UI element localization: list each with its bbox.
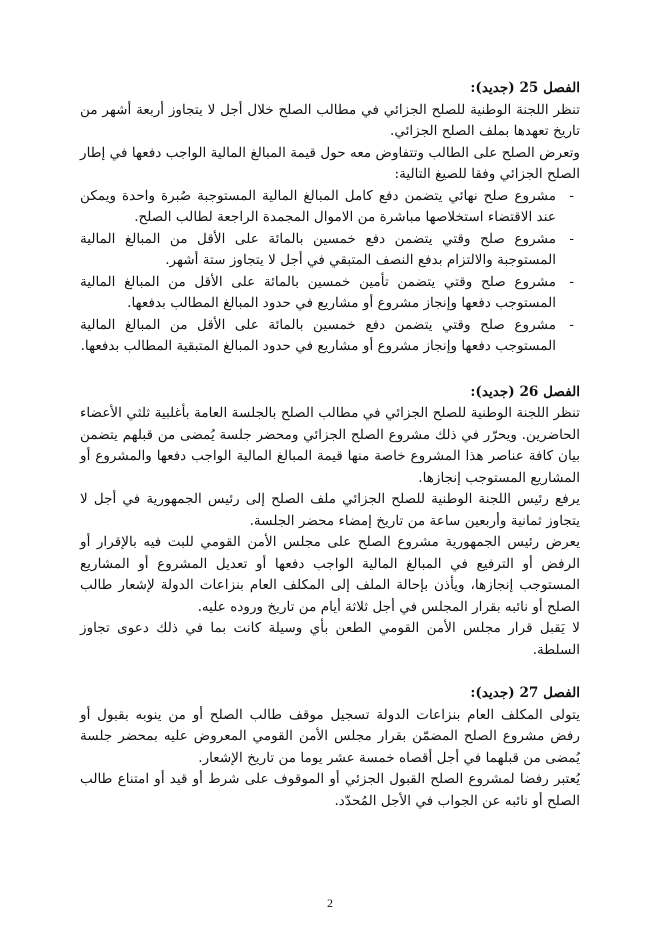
article-25-paragraph-1: تنظر اللجنة الوطنية للصلح الجزائي في مطالب الصلح خلال أجل لا يتجاوز أربعة أشهر من تاريخ تعهدها بملف الصلح الجزائي. <box>80 101 580 139</box>
article-25-paragraph-2: وتعرض الصلح على الطالب وتتفاوض معه حول قيمة المبالغ المالية الواجب دفعها في إطار الصلح الجزائي وفقا للصيغ التالية: <box>80 144 580 182</box>
list-item: - مشروع صلح وقتي يتضمن دفع خمسين بالمائة على الأقل من المبالغ المالية المستوجب دفعها وإنجاز مشروع أو مشاريع في حدود المبالغ المتبقية المطالب بدفعها. <box>80 315 580 358</box>
section-article-25 <box>80 78 580 358</box>
list-item: - مشروع صلح وقتي يتضمن تأمين خمسين بالمائة على الأقل من المبالغ المالية المستوجب دفعها وإنجاز مشروع أو مشاريع في حدود المبالغ المطالب بدفعها. <box>80 272 580 315</box>
article-26-title: الفصل 26 (جديد): <box>470 383 580 400</box>
article-27-paragraph-2: يُعتبر رفضا لمشروع الصلح القبول الجزئي أو الموقوف على شرط أو قيد أو امتناع طالب الصلح أو نائبه عن الجواب في الأجل المُحدّد. <box>80 771 580 809</box>
section-spacer <box>80 358 580 382</box>
article-27-title: الفصل 27 (جديد): <box>470 685 580 701</box>
article-26-paragraph-1: تنظر اللجنة الوطنية للصلح الجزائي في مطالب الصلح بالجلسة العامة بأغلبية ثلثي الأعضاء الحاضرين. ويحرّر في ذلك مشروع الصلح الجزائي ومحضر جلسة يُمضى من قبلهم يتضمن بيان كافة عناصر هذا المشروع خاصة منها قيمة المبالغ المالية الواجب دفعها والمشروع أو المشاريع المستوجب إنجازها. <box>80 405 580 486</box>
list-item: - مشروع صلح نهائي يتضمن دفع كامل المبالغ المالية المستوجبة صُبرة واحدة ويمكن عند الاقتضاء استخلاصها مباشرة من الاموال المجمدة الراجعة لطالب الصلح. <box>80 186 580 229</box>
article-25-options-list <box>80 186 580 358</box>
section-spacer <box>80 661 580 683</box>
article-25-title: الفصل 25 (جديد): <box>470 80 580 96</box>
page-number: 2 <box>327 896 333 910</box>
article-26-paragraph-4: لا يَقبل قرار مجلس الأمن القومي الطعن بأي وسيلة كانت بما في ذلك دعوى تجاوز السلطة. <box>80 620 580 658</box>
section-article-27 <box>80 683 580 812</box>
list-item: - مشروع صلح وقتي يتضمن دفع خمسين بالمائة على الأقل من المبالغ المالية المستوجبة والالتزام بدفع النصف المتبقي في أجل لا يتجاوز ستة أشهر. <box>80 229 580 272</box>
article-27-paragraph-1: يتولى المكلف العام بنزاعات الدولة تسجيل موقف طالب الصلح أو من ينوبه بقبول أو رفض مشروع الصلح المضمّن بقرار مجلس الأمن القومي المعروض عليه بمحضر جلسة يُمضى من قبلهما في أجل أقصاه خمسة عشر يوما من تاريخ الإشعار. <box>80 706 580 766</box>
article-26-paragraph-3: يعرض رئيس الجمهورية مشروع الصلح على مجلس الأمن القومي للبت فيه بالإقرار أو الرفض أو الترفيع في المبالغ المالية الواجب دفعها أو تعديل المشروع أو المشاريع المستوجب إنجازها، ويأذن بإحالة الملف إلى المكلف العام بنزاعات الدولة لإشعار طالب الصلح أو نائبه بقرار المجلس في أجل ثلاثة أيام من تاريخ وروده عليه. <box>80 534 580 615</box>
article-26-paragraph-2: يرفع رئيس اللجنة الوطنية للصلح الجزائي ملف الصلح إلى رئيس الجمهورية في أجل لا يتجاوز ثمانية وأربعين ساعة من تاريخ إمضاء محضر الجلسة. <box>80 491 580 529</box>
section-article-26 <box>80 382 580 662</box>
